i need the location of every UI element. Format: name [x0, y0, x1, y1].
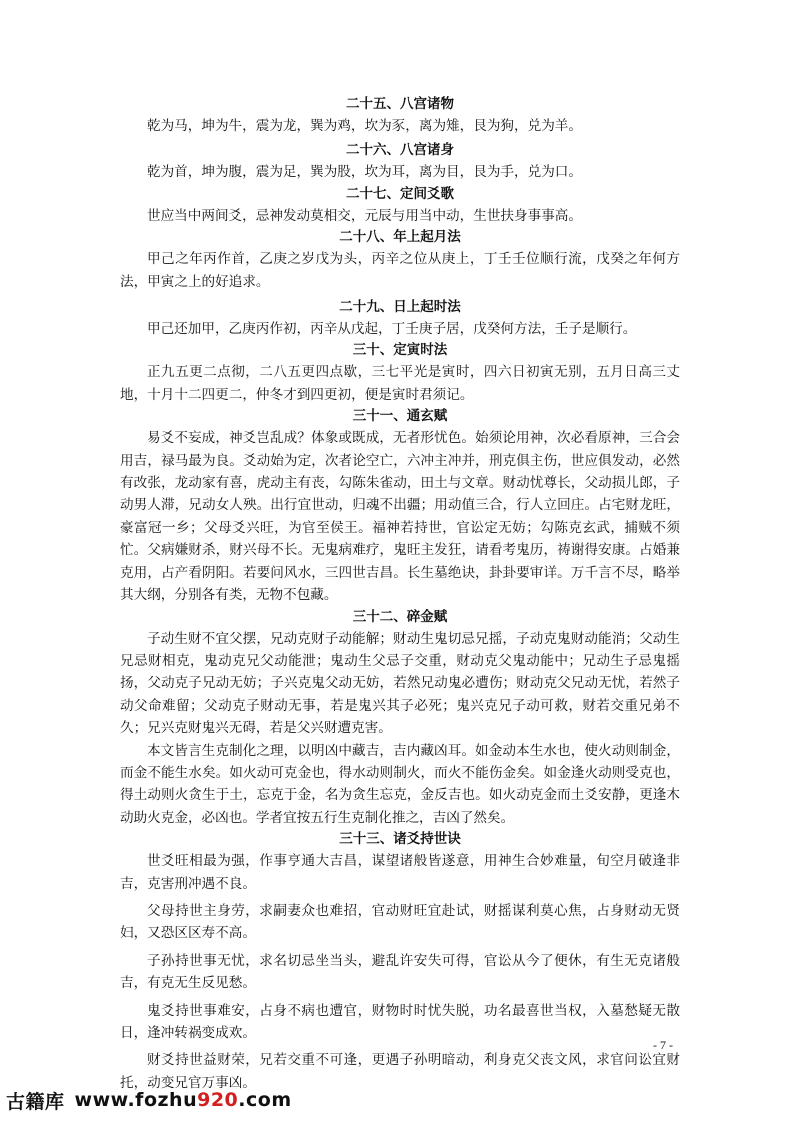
watermark-url-number: 920 — [197, 1089, 239, 1111]
section-paragraph: 易爻不妄成，神爻岂乱成？体象或既成，无者形忧色。始须论用神，次必看原神，三合会用吉，禄马最为良。爻动始为定，次者论空亡，六冲主冲并，刑克俱主伤，世应俱发动，必然有改张，龙动家有喜，虎动主有丧，勾陈朱雀动，田土与文章。财动忧尊长，父动损儿郎，子动男人滞，兄动女人殃。出行宜世动，归魂不出疆；用动值三合，行人立回庄。占宅财龙旺，豪富冠一乡；父母爻兴旺，为官至侯王。福神若持世，官讼定无妨；勾陈克玄武，捕贼不须忙。父病嫌财杀，财兴母不长。无鬼病难疗，鬼旺主发狂，请看考鬼历，祷谢得安康。占婚兼克用，占产看阴阳。若要问风水，三四世吉昌。长生墓绝诀，卦卦要审详。万千言不尽，略举其大纲，分别各有类，无物不包藏。 — [120, 430, 680, 604]
section-31 — [120, 406, 680, 606]
section-paragraph: 鬼爻持世事难安，占身不病也遭官，财物时时忧失脱，功名最喜世当权，入墓愁疑无散日，逢冲转祸变成欢。 — [120, 1002, 680, 1041]
section-heading: 三十、定寅时法 — [352, 342, 448, 359]
site-watermark — [6, 1086, 292, 1114]
section-heading: 三十一、通玄赋 — [352, 408, 448, 425]
section-30 — [120, 340, 680, 406]
section-heading: 三十二、碎金赋 — [352, 608, 448, 625]
page-number: - 7 - — [653, 1038, 673, 1052]
section-paragraph: 财爻持世益财荣，兄若交重不可逢，更遇子孙明暗动，利身克父丧文风，求官问讼宜财托，动变兄官万事凶。 — [120, 1052, 680, 1091]
section-33 — [120, 829, 680, 1094]
section-heading: 二十八、年上起月法 — [339, 229, 461, 246]
section-heading: 二十七、定间爻歌 — [346, 185, 454, 202]
section-heading: 二十九、日上起时法 — [339, 299, 461, 316]
watermark-url-prefix: www.fozhu — [74, 1089, 198, 1111]
section-25 — [120, 94, 680, 137]
section-heading: 二十五、八宫诸物 — [346, 96, 454, 112]
section-27 — [120, 184, 680, 227]
section-paragraph: 子孙持世事无忧，求名切忌坐当头，避乱许安失可得，官讼从今了便休，有生无克诸般吉，有克无生反见愁。 — [120, 952, 680, 992]
section-28 — [120, 227, 680, 293]
section-paragraph: 本文皆言生克制化之理，以明凶中藏吉，吉内藏凶耳。如金动本生水也，使火动则制金，而金不能生水矣。如火动可克金也，得水动则制火，而火不能伤金矣。如金逢火动则受克也，得土动则火贪生于土，忘克于金，名为贪生忘克，金反吉也。如火动克金而土爻安静，更逢木动助火克金，必凶也。学者宜按五行生克制化推之，吉凶了然矣。 — [120, 742, 680, 826]
section-heading: 二十六、八宫诸身 — [346, 142, 454, 159]
section-paragraph: 乾为首，坤为腹，震为足，巽为股，坎为耳，离为目，艮为手，兑为口。 — [147, 164, 582, 181]
watermark-site-name: 古籍库 — [6, 1090, 65, 1113]
section-paragraph: 乾为马，坤为牛，震为龙，巽为鸡，坎为豕，离为雉，艮为狗，兑为羊。 — [147, 118, 582, 134]
section-paragraph: 世应当中两间爻，忌神发动莫相交，元辰与用当中动，生世扶身事事高。 — [147, 207, 582, 224]
page-body — [120, 94, 680, 1094]
section-32 — [120, 607, 680, 830]
section-paragraph: 父母持世主身劳，求嗣妻众也难招，官动财旺宜赴试，财摇谋利莫心焦，占身财动无贤妇，又恐区区寿不高。 — [120, 902, 680, 942]
section-heading: 三十三、诸爻持世诀 — [339, 831, 461, 848]
section-29 — [120, 297, 680, 340]
section-paragraph: 甲己还加甲，乙庚丙作初，丙辛从戊起，丁壬庚子居，戊癸何方法，壬子是顺行。 — [147, 321, 637, 338]
watermark-url-suffix: .com — [238, 1089, 292, 1111]
section-paragraph: 子动生财不宜父摆，兄动克财子动能解；财动生鬼切忌兄摇，子动克鬼财动能消；父动生兄忌财相克，鬼动克兄父动能泄；鬼动生父忌子交重，财动克父鬼动能中；兄动生子忌鬼摇扬，父动克子兄动无妨；子兴克鬼父动无妨，若然兄动鬼必遭伤；财动克父兄动无忧，若然子动父命难留；父动克子财动无事，若是鬼兴其子必死；鬼兴克兄子动可救，财若交重兄弟不久；兄兴克财鬼兴无碍，若是父兴财遭克害。 — [120, 630, 680, 737]
section-paragraph: 正九五更二点彻，二八五更四点歇，三七平光是寅时，四六日初寅无别，五月日高三丈地，十月十二四更二，仲冬才到四更初，便是寅时君须记。 — [120, 364, 680, 403]
section-paragraph: 世爻旺相最为强，作事亨通大吉昌，谋望诸般皆遂意，用神生合妙难量，旬空月破逢非吉，克害刑冲遇不良。 — [120, 853, 680, 892]
section-paragraph: 甲己之年丙作首，乙庚之岁戊为头，丙辛之位从庚上，丁壬壬位顺行流，戊癸之年何方法，甲寅之上的好追求。 — [120, 251, 680, 290]
section-26 — [120, 140, 680, 183]
